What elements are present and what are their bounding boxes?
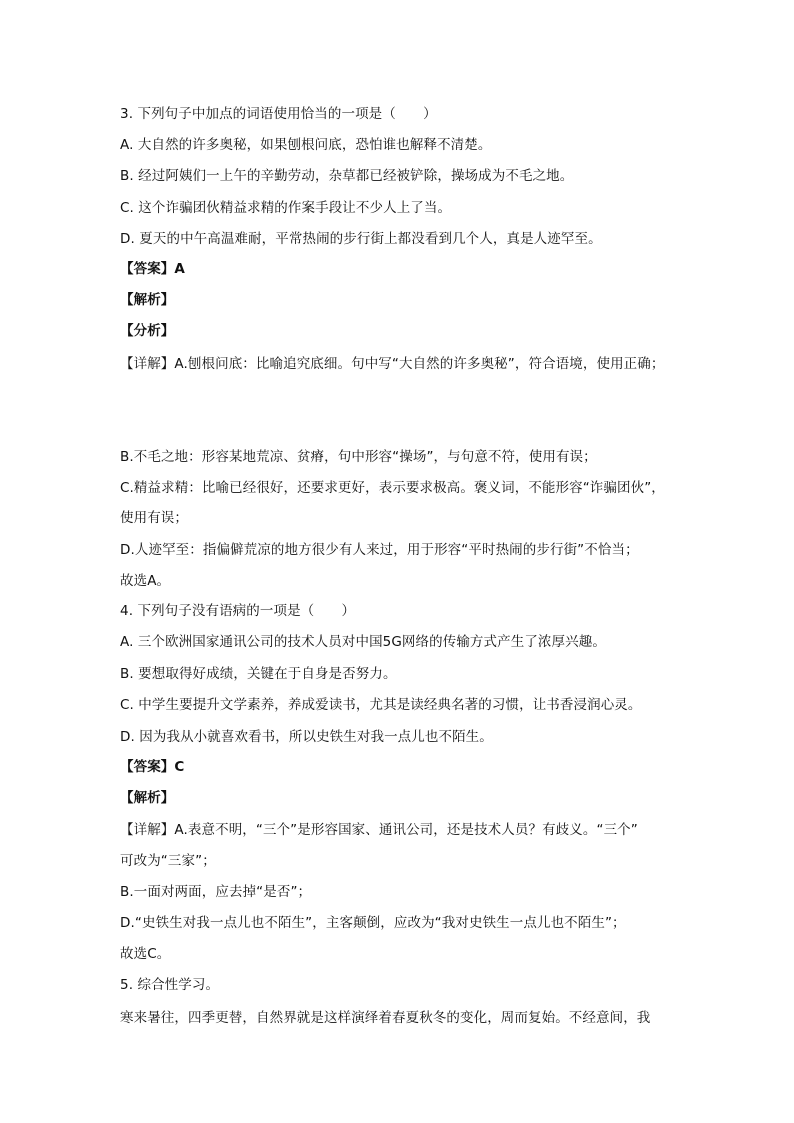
q4-detail-line: B.一面对两面，应去掉“是否”； <box>120 884 312 900</box>
q4-conclusion: 故选C。 <box>120 946 171 962</box>
q4-answer: 【答案】C <box>120 759 185 775</box>
q3-fenxi-label: 【分析】 <box>120 323 175 339</box>
q4-question: 4. 下列句子没有语病的一项是（ ） <box>120 603 356 619</box>
q3-option-b: B. 经过阿姨们一上午的辛勤劳动，杂草都已经被铲除，操场成为不毛之地。 <box>120 168 574 184</box>
q3-detail-line: B.不毛之地：形容某地荒凉、贫瘠，句中形容“操场”，与句意不符，使用有误； <box>120 449 597 465</box>
q3-detail-line: 【详解】A.刨根问底：比喻追究底细。句中写“大自然的许多奥秘”，符合语境，使用正确； <box>120 356 665 372</box>
q4-analysis-label: 【解析】 <box>120 790 175 806</box>
q4-option-b: B. 要想取得好成绩，关键在于自身是否努力。 <box>120 666 397 682</box>
q3-detail-line: D.人迹罕至：指偏僻荒凉的地方很少有人来过，用于形容“平时热闹的步行街”不恰当； <box>120 542 639 558</box>
q4-option-c: C. 中学生要提升文学素养，养成爱读书，尤其是读经典名著的习惯，让书香浸润心灵。 <box>120 697 642 713</box>
q3-detail-line: 使用有误； <box>120 510 188 526</box>
q3-detail-line: C.精益求精：比喻已经很好，还要求更好，表示要求极高。褒义词，不能形容“诈骗团伙”， <box>120 480 665 496</box>
q3-analysis-label: 【解析】 <box>120 292 175 308</box>
q4-detail-line: D.“史铁生对我一点儿也不陌生”，主客颠倒，应改为“我对史铁生一点儿也不陌生”； <box>120 915 626 931</box>
q3-option-a: A. 大自然的许多奥秘，如果刨根问底，恐怕谁也解释不清楚。 <box>120 137 492 153</box>
q3-question: 3. 下列句子中加点的词语使用恰当的一项是（ ） <box>120 106 437 122</box>
q3-option-c: C. 这个诈骗团伙精益求精的作案手段让不少人上了当。 <box>120 200 452 216</box>
q3-answer: 【答案】A <box>120 261 185 277</box>
q3-option-d: D. 夏天的中午高温难耐，平常热闹的步行街上都没看到几个人，真是人迹罕至。 <box>120 231 602 247</box>
q4-option-d: D. 因为我从小就喜欢看书，所以史铁生对我一点儿也不陌生。 <box>120 729 493 745</box>
q4-detail-line: 可改为“三家”； <box>120 853 216 869</box>
q4-detail-line: 【详解】A.表意不明，“三个”是形容国家、通讯公司，还是技术人员？有歧义。“三个” <box>120 822 638 838</box>
q3-conclusion: 故选A。 <box>120 573 171 589</box>
q5-text: 寒来暑往，四季更替，自然界就是这样演绎着春夏秋冬的变化，周而复始。不经意间，我 <box>120 1010 651 1026</box>
q4-option-a: A. 三个欧洲国家通讯公司的技术人员对中国5G网络的传输方式产生了浓厚兴趣。 <box>120 634 606 650</box>
q5-question: 5. 综合性学习。 <box>120 977 220 993</box>
